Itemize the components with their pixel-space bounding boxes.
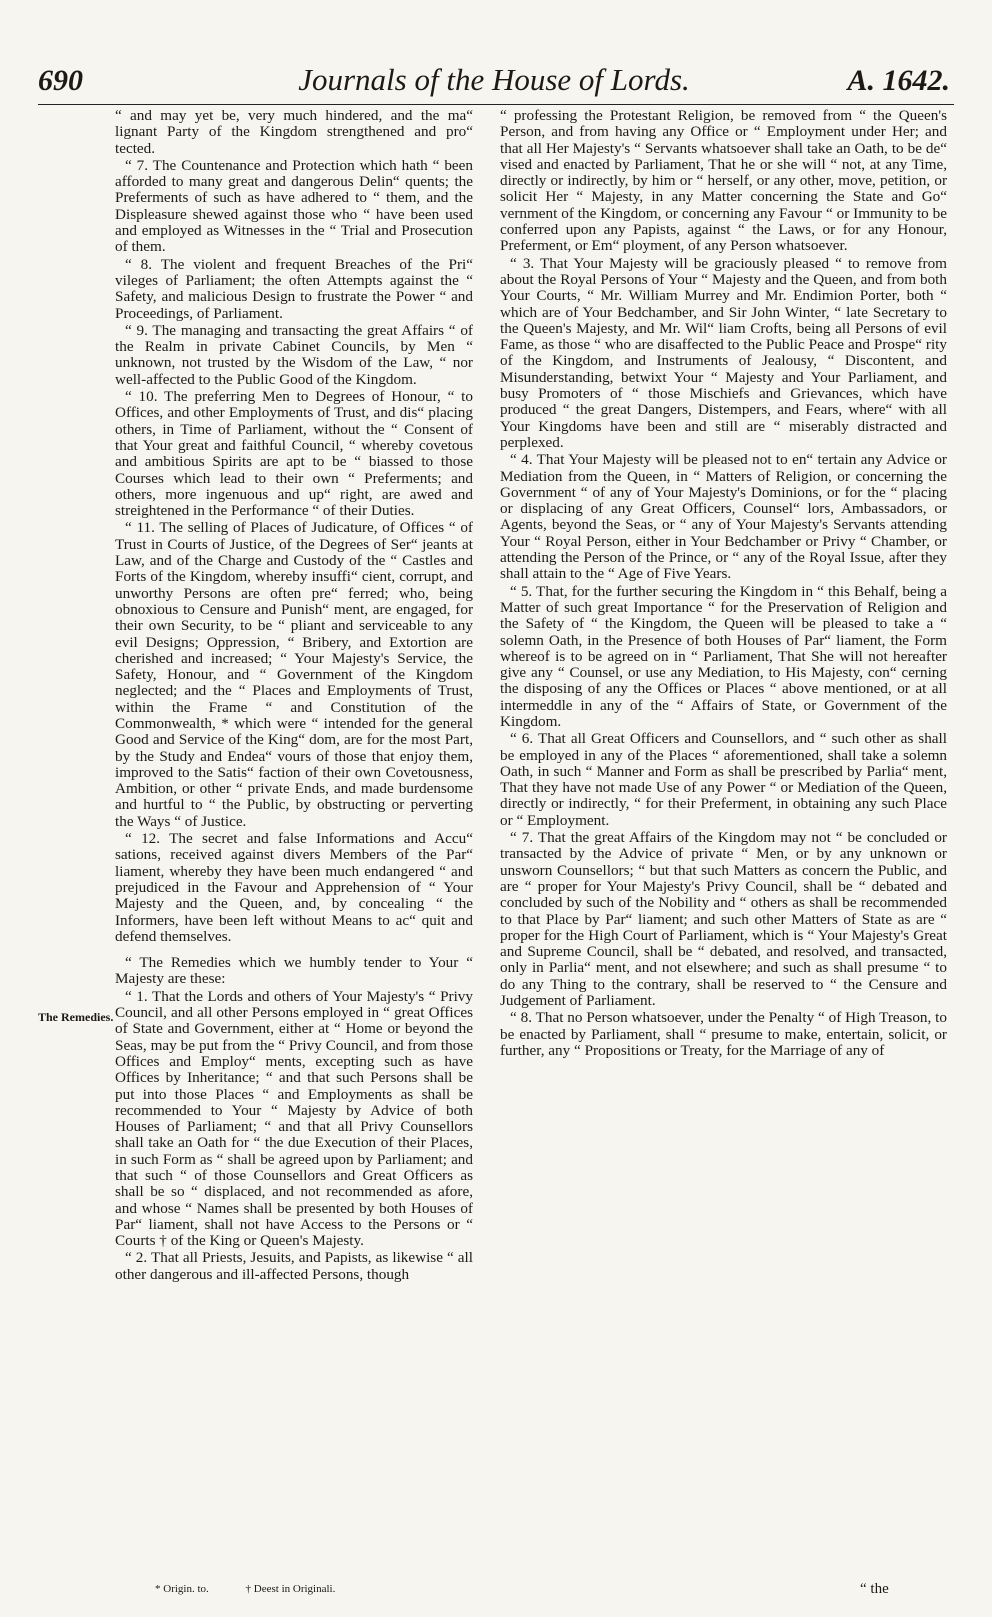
year-label: A. 1642. [847,64,950,97]
margin-note: The Remedies. [38,1010,114,1024]
paragraph: “ professing the Protestant Religion, be removed from “ the Queen's Person, and from having any Office or “ Employment under Her; and that all Her Majesty's “ Servants whatsoever shall take an Oath, to be de“ vised and enacted by Parliament, That he or she will “ not, at any Time, directly or indirectly, by him or “ herself, or any other, move, petition, or solicit Her “ Majesty, in any Matter concerning the State and Go“ vernment of the Kingdom, or concerning any Favour “ or Immunity to be conferred upon any Papists, against “ the Laws, or for any Honour, Preferment, or Em“ ployment, of any Person whatsoever. [500,108,947,255]
running-title: Journals of the House of Lords. [298,62,690,97]
paragraph: “ 5. That, for the further securing the Kingdom in “ this Behalf, being a Matter of such great Importance “ for the Preservation of Religion and the Safety of “ the Kingdom, the Queen will be pleased to take a “ solemn Oath, in the Presence of both Houses of Par“ liament, the Form whereof is to be agreed on in “ Parliament, That She will not hereafter give any “ Counsel, or use any Mediation, to His Majesty, con“ cerning the disposing of any the Offices or Places “ above mentioned, or at all intermeddle in any of the “ Affairs of State, or Government of the Kingdom. [500,582,947,730]
paragraph: “ 12. The secret and false Informations and Accu“ sations, received against divers Members of the Par“ liament, whereby they have been much endangered “ and prejudiced in the Favour and Apprehension of “ Your Majesty and the Queen, and, by concealing “ the Informers, have been left without Means to ac“ quit and defend themselves. [115,830,473,945]
page-number: 690 [38,64,83,97]
paragraph: “ 2. That all Priests, Jesuits, and Papists, as likewise “ all other dangerous and ill-affected Persons, though [115,1249,473,1283]
paragraph: “ 7. That the great Affairs of the Kingdom may not “ be concluded or transacted by the Advice of private “ Men, or by any unknown or unsworn Counsellors; “ but that such Matters as concern the Public, and are “ proper for Your Majesty's Privy Council, shall be “ debated and concluded by such of the Nobility and “ others as shall be recommended to that Place by Par“ liament; and such other Matters of State as are “ proper for the High Court of Parliament, which is “ Your Majesty's Great and Supreme Council, shall be “ debated, and resolved, and transacted, only in Parlia“ ment, and not elsewhere; and such as shall presume “ to do any Thing to the contrary, shall be reserved to “ the Censure and Judgement of Parliament. [500,829,947,1010]
paragraph: “ and may yet be, very much hindered, and the ma“ lignant Party of the Kingdom strengthened and pro“ tected. [115,108,473,157]
left-column [115,108,473,1590]
right-column [500,108,947,1590]
paragraph: “ 6. That all Great Officers and Counsellors, and “ such other as shall be employed in any of the Places “ aforementioned, shall take a solemn Oath, in such “ Manner and Form as shall be prescribed by Parlia“ ment, That they have not made Use of any Power “ or Mediation of the Queen, directly or indirectly, “ for their Preferment, in obtaining any such Place or “ Employment. [500,730,947,829]
paragraph: “ 8. The violent and frequent Breaches of the Pri“ vileges of Parliament; the often Attempts against the “ Safety, and malicious Design to frustrate the Power “ and Proceedings, of Parliament. [115,255,473,322]
paragraph: “ The Remedies which we humbly tender to Your “ Majesty are these: [115,954,473,988]
page-header [38,60,950,104]
paragraph: “ 11. The selling of Places of Judicature, of Offices “ of Trust in Courts of Justice, of the Degrees of Ser“ jeants at Law, and of the Charge and Custody of the “ Castles and Forts of the Kingdom, whereby insuffi“ cient, corrupt, and unworthy Persons are often pre“ ferred; who, being obnoxious to Censure and Punish“ ment, are engaged, for their own Security, to be “ pliant and serviceable to any evil Designs; Oppression, “ Bribery, and Extortion are cherished and increased; “ Your Majesty's Service, the Safety, Honour, and “ Government of the Kingdom neglected; and the “ Places and Employments of Trust, within the Frame “ and Constitution of the Commonwealth, * which were “ intended for the general Good and Service of the King“ dom, are for the most Part, by the Study and Endea“ vours of those that enjoy them, improved to the Satis“ faction of their own Covetousness, Ambition, or other “ private Ends, and made burdensome and hurtful to “ the Public, by obstructing or perverting the Ways “ of Justice. [115,519,473,830]
paragraph: “ 7. The Countenance and Protection which hath “ been afforded to many great and dangerous Delin“ quents; the Preferments of such as have adhered to “ them, and the Displeasure shewed against those who “ have been used and employed as Witnesses in the “ Trial and Prosecution of them. [115,156,473,256]
paragraph: “ 9. The managing and transacting the great Affairs “ of the Realm in private Cabinet Councils, by Men “ unknown, not trusted by the Wisdom of the Law, “ nor well-affected to the Public Good of the Kingdom. [115,321,473,388]
paragraph: “ 4. That Your Majesty will be pleased not to en“ tertain any Advice or Mediation from the Queen, in “ Matters of Religion, or concerning the Government “ of any of Your Majesty's Dominions, or for the “ placing or displacing of any Great Officers, Counsel“ lors, Ambassadors, or Agents, beyond the Seas, or “ any of Your Majesty's Servants attending Your “ Royal Person, either in Your Bedchamber or Privy “ Chamber, or attending the Person of the Prince, or “ any of the Royal Issue, after they shall attain to the “ Age of Five Years. [500,451,947,583]
paragraph: “ 3. That Your Majesty will be graciously pleased “ to remove from about the Royal Persons of Your “ Majesty and the Queen, and from both Your Courts, “ Mr. William Murrey and Mr. Endimion Porter, both “ which are of Your Bedchamber, and Sir John Winter, “ late Secretary to the Queen's Majesty, and Mr. Wil“ liam Crofts, being all Persons of evil Fame, as those “ who are disaffected to the Public Peace and Prospe“ rity of the Kingdom, and Instruments of Jealousy, “ Discontent, and Misunderstanding, betwixt Your “ Majesty and Your Parliament, and busy Promoters of “ those Mischiefs and Grievances, which have produced “ the great Dangers, Distempers, and Fears, where“ with all Your Kingdoms have been and still are “ miserably distracted and perplexed. [500,254,947,451]
paragraph: “ 1. That the Lords and others of Your Majesty's “ Privy Council, and all other Persons employed in “ great Offices of State and Government, either at “ Home or beyond the Seas, may be put from the “ Privy Council, and from those Offices and Employ“ ments, excepting such as have Offices by Inheritance; “ and that such Persons shall be put into those Places “ and Employments as shall be recommended to Your “ Majesty by Advice of both Houses of Parliament; “ and that all Privy Counsellors shall take an Oath for “ the due Execution of their Places, in such Form as “ shall be agreed upon by Parliament; and that such “ of those Counsellors and Great Officers as shall be so “ displaced, and not recommended as afore, and whose “ Names shall be presented by both Houses of Par“ liament, shall not have Access to the Persons or “ Courts † of the King or Queen's Majesty. [115,987,473,1250]
paragraph: “ 8. That no Person whatsoever, under the Penalty “ of High Treason, to be enacted by Parliament, shall “ presume to make, entertain, solicit, or further, any “ Propositions or Treaty, for the Marriage of any of [500,1009,947,1059]
paragraph: “ 10. The preferring Men to Degrees of Honour, “ to Offices, and other Employments of Trust, and dis“ placing others, in Time of Parliament, without the “ Consent of that Your great and faithful Council, “ whereby covetous and ambitious Spirits are apt to be “ biassed to those Courses which lead to their own “ Preferments; and others, more ingenuous and up“ right, are awed and streightened in the Performance “ of their Duties. [115,388,473,520]
footnotes [155,1583,475,1595]
footnote: † Deest in Originali. [245,1583,336,1595]
footnote: * Origin. to. [155,1583,209,1595]
catchword: “ the [860,1581,889,1597]
header-rule [38,104,954,105]
